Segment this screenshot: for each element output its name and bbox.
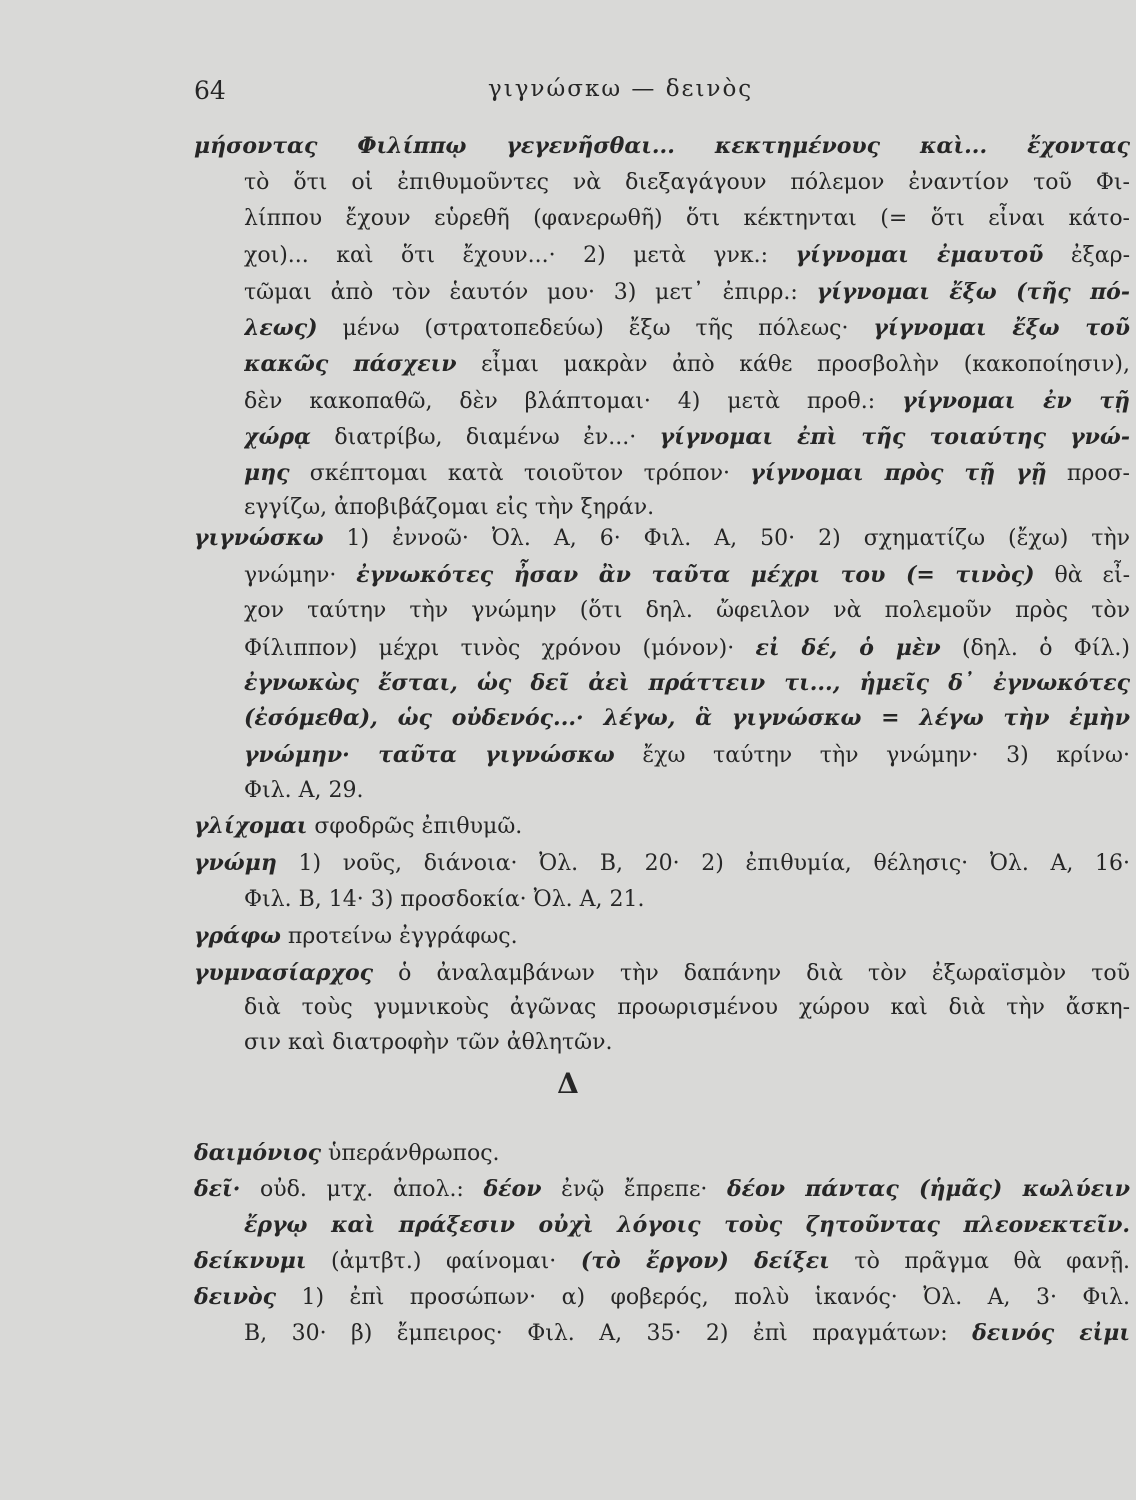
definition-text: σφοδρῶς ἐπιθυμῶ. <box>307 814 523 839</box>
headword-text: δείκνυμι <box>194 1248 307 1274</box>
headword-text: γίγνομαι ἐν τῇ <box>902 388 1130 414</box>
text-line <box>244 630 1130 666</box>
definition-text: ἐνῷ ἔπρεπε· <box>541 1177 727 1202</box>
text-line <box>194 1135 1130 1171</box>
headword-text: γίγνομαι ἔξω τοῦ <box>873 315 1130 341</box>
definition-text: (ἀμτβτ.) φαίνομαι· <box>306 1249 581 1274</box>
definition-text: Φιλ. Α, 29. <box>244 778 364 803</box>
text-line <box>194 918 1130 954</box>
headword-text: γιγνώσκω <box>194 525 324 551</box>
text-line <box>244 1315 1130 1351</box>
text-line <box>244 773 1130 809</box>
headword-text: δέον <box>483 1176 542 1202</box>
definition-text: σιν καὶ διατροφὴν τῶν ἀθλητῶν. <box>244 1030 613 1055</box>
headword-text: γυμνασίαρχος <box>194 960 374 986</box>
headword-text: γνώμην· ταῦτα γιγνώσκω <box>244 742 615 768</box>
headword-text: γράφω <box>194 923 281 949</box>
definition-text: τῶμαι ἀπὸ τὸν ἑαυτόν μου· 3) μετ᾽ ἐπιρρ.: <box>244 280 817 305</box>
headword-text: λεως) <box>244 315 318 341</box>
definition-text: ἔχω ταύτην τὴν γνώμην· 3) κρίνω· <box>614 743 1130 768</box>
text-line <box>194 808 1130 844</box>
text-line <box>194 520 1130 556</box>
section-letter: Δ <box>557 1067 579 1100</box>
headword-text: γνώμη <box>194 850 277 876</box>
headword-text: κακῶς πάσχειν <box>244 351 457 377</box>
headword-text: χώρᾳ <box>244 424 311 450</box>
text-line <box>244 593 1130 629</box>
headword-text: δαιμόνιος <box>194 1140 322 1166</box>
headword-text: γίγνομαι ἔξω (τῆς πό- <box>816 279 1130 305</box>
definition-text: χοι)... καὶ ὅτι ἔχουν...· 2) μετὰ γνκ.: <box>244 243 796 268</box>
text-line <box>244 237 1130 273</box>
definition-text: 1) ἐννοῶ· Ὀλ. Α, 6· Φιλ. Α, 50· 2) σχηματίζω (ἔχω) τὴν <box>323 526 1130 551</box>
headword-text: (τὸ ἔργον) δείξει <box>580 1248 830 1274</box>
headword-text: ἐγνωκὼς ἔσται, ὡς δεῖ ἀεὶ πράττειν τι..., ἡμεῖς δ᾽ ἐγνωκότες <box>244 670 1130 696</box>
headword-text: γίγνομαι ἐμαυτοῦ <box>795 242 1044 268</box>
definition-text: εγγίζω, ἀποβιβάζομαι εἰς τὴν ξηράν. <box>244 495 655 520</box>
running-head: γιγνώσκω — δεινὸς <box>488 76 754 102</box>
text-line <box>244 419 1130 455</box>
text-line <box>244 383 1130 419</box>
definition-text: θὰ εἶ- <box>1034 563 1130 588</box>
definition-text: προτείνω ἐγγράφως. <box>280 924 518 949</box>
text-line <box>244 737 1130 773</box>
headword-text: (ἐσόμεθα), ὡς οὐδενός...· λέγω, ἃ γιγνώσκω = λέγω τὴν ἐμὴν <box>244 705 1130 731</box>
text-line <box>194 1171 1130 1207</box>
definition-text: δὲν κακοπαθῶ, δὲν βλάπτομαι· 4) μετὰ προθ.: <box>244 389 903 414</box>
definition-text: 1) ἐπὶ προσώπων· α) φοβερός, πολὺ ἱκανός· Ὀλ. Α, 3· Φιλ. <box>276 1285 1130 1310</box>
definition-text: διὰ τοὺς γυμνικοὺς ἀγῶνας προωρισμένου χώρου καὶ διὰ τὴν ἄσκη- <box>244 995 1130 1020</box>
definition-text: (δηλ. ὁ Φίλ.) <box>940 636 1130 661</box>
text-line <box>244 557 1130 593</box>
text-line <box>244 990 1130 1026</box>
text-line <box>194 845 1130 881</box>
headword-text: δεινός εἰμι <box>972 1320 1130 1346</box>
definition-text: ὁ ἀναλαμβάνων τὴν δαπάνην διὰ τὸν ἐξωραϊσμὸν τοῦ <box>373 961 1130 986</box>
text-line <box>244 274 1130 310</box>
text-line <box>194 955 1130 991</box>
definition-text: Φιλ. Β, 14· 3) προσδοκία· Ὀλ. Α, 21. <box>244 887 645 912</box>
headword-text: ἔργῳ καὶ πράξεσιν οὐχὶ λόγοις τοὺς ζητοῦντας πλεονεκτεῖν. <box>244 1212 1130 1238</box>
definition-text: Φίλιππον) μέχρι τινὸς χρόνου (μόνον)· <box>244 636 756 661</box>
page-number: 64 <box>194 76 226 105</box>
headword-text: δεινὸς <box>194 1284 277 1310</box>
text-line <box>244 700 1130 736</box>
definition-text: ἐξαρ- <box>1043 243 1130 268</box>
headword-text: δέον πάντας (ἡμᾶς) κωλύειν <box>727 1176 1130 1202</box>
headword-text: εἰ δέ, ὁ μὲν <box>755 635 941 661</box>
definition-text: σκέπτομαι κατὰ τοιοῦτον τρόπον· <box>289 461 751 486</box>
headword-text: γίγνομαι πρὸς τῇ γῇ <box>750 460 1047 486</box>
definition-text: τὸ ὅτι οἱ ἐπιθυμοῦντες νὰ διεξαγάγουν πόλεμον ἐναντίον τοῦ Φι- <box>244 170 1130 195</box>
definition-text: οὐδ. μτχ. ἀπολ.: <box>240 1177 484 1202</box>
text-line <box>244 665 1130 701</box>
definition-text: μένω (στρατοπεδεύω) ἔξω τῆς πόλεως· <box>317 316 874 341</box>
definition-text: 1) νοῦς, διάνοια· Ὀλ. Β, 20· 2) ἐπιθυμία, θέλησις· Ὀλ. Α, 16· <box>276 851 1130 876</box>
text-line <box>244 165 1130 201</box>
headword-text: δεῖ· <box>194 1176 241 1202</box>
headword-text: μης <box>244 460 290 486</box>
text-line <box>194 128 1130 164</box>
definition-text: λίππου ἔχουν εὑρεθῆ (φανερωθῆ) ὅτι κέκτηνται (= ὅτι εἶναι κάτο- <box>244 206 1130 231</box>
headword-text: ἐγνωκότες ἦσαν ἂν ταῦτα μέχρι του (= τινὸς) <box>356 562 1035 588</box>
definition-text: γνώμην· <box>244 563 357 588</box>
definition-text: τὸ πρᾶγμα θὰ φανῇ. <box>829 1249 1130 1274</box>
page-header <box>0 76 1136 116</box>
text-line <box>194 1279 1130 1315</box>
definition-text: διατρίβω, διαμένω ἐν...· <box>310 425 660 450</box>
headword-text: μήσοντας Φιλίππῳ γεγενῆσθαι... κεκτημένους καὶ... ἔχοντας <box>194 133 1130 159</box>
text-line <box>244 882 1130 918</box>
text-line <box>244 201 1130 237</box>
text-line <box>244 455 1130 491</box>
definition-text: ὑπεράνθρωπος. <box>321 1141 500 1166</box>
definition-text: προσ- <box>1046 461 1130 486</box>
definition-text: χον ταύτην τὴν γνώμην (ὅτι δηλ. ὤφειλον νὰ πολεμοῦν πρὸς τὸν <box>244 598 1130 623</box>
headword-text: γίγνομαι ἐπὶ τῆς τοιαύτης γνώ- <box>659 424 1130 450</box>
text-line <box>244 1207 1130 1243</box>
headword-text: γλίχομαι <box>194 813 308 839</box>
definition-text: Β, 30· β) ἔμπειρος· Φιλ. Α, 35· 2) ἐπὶ πραγμάτων: <box>244 1321 973 1346</box>
definition-text: εἶμαι μακρὰν ἀπὸ κάθε προσβολὴν (κακοποίησιν), <box>456 352 1130 377</box>
text-line <box>244 310 1130 346</box>
text-line <box>244 1025 1130 1061</box>
text-line <box>244 346 1130 382</box>
text-line <box>194 1243 1130 1279</box>
